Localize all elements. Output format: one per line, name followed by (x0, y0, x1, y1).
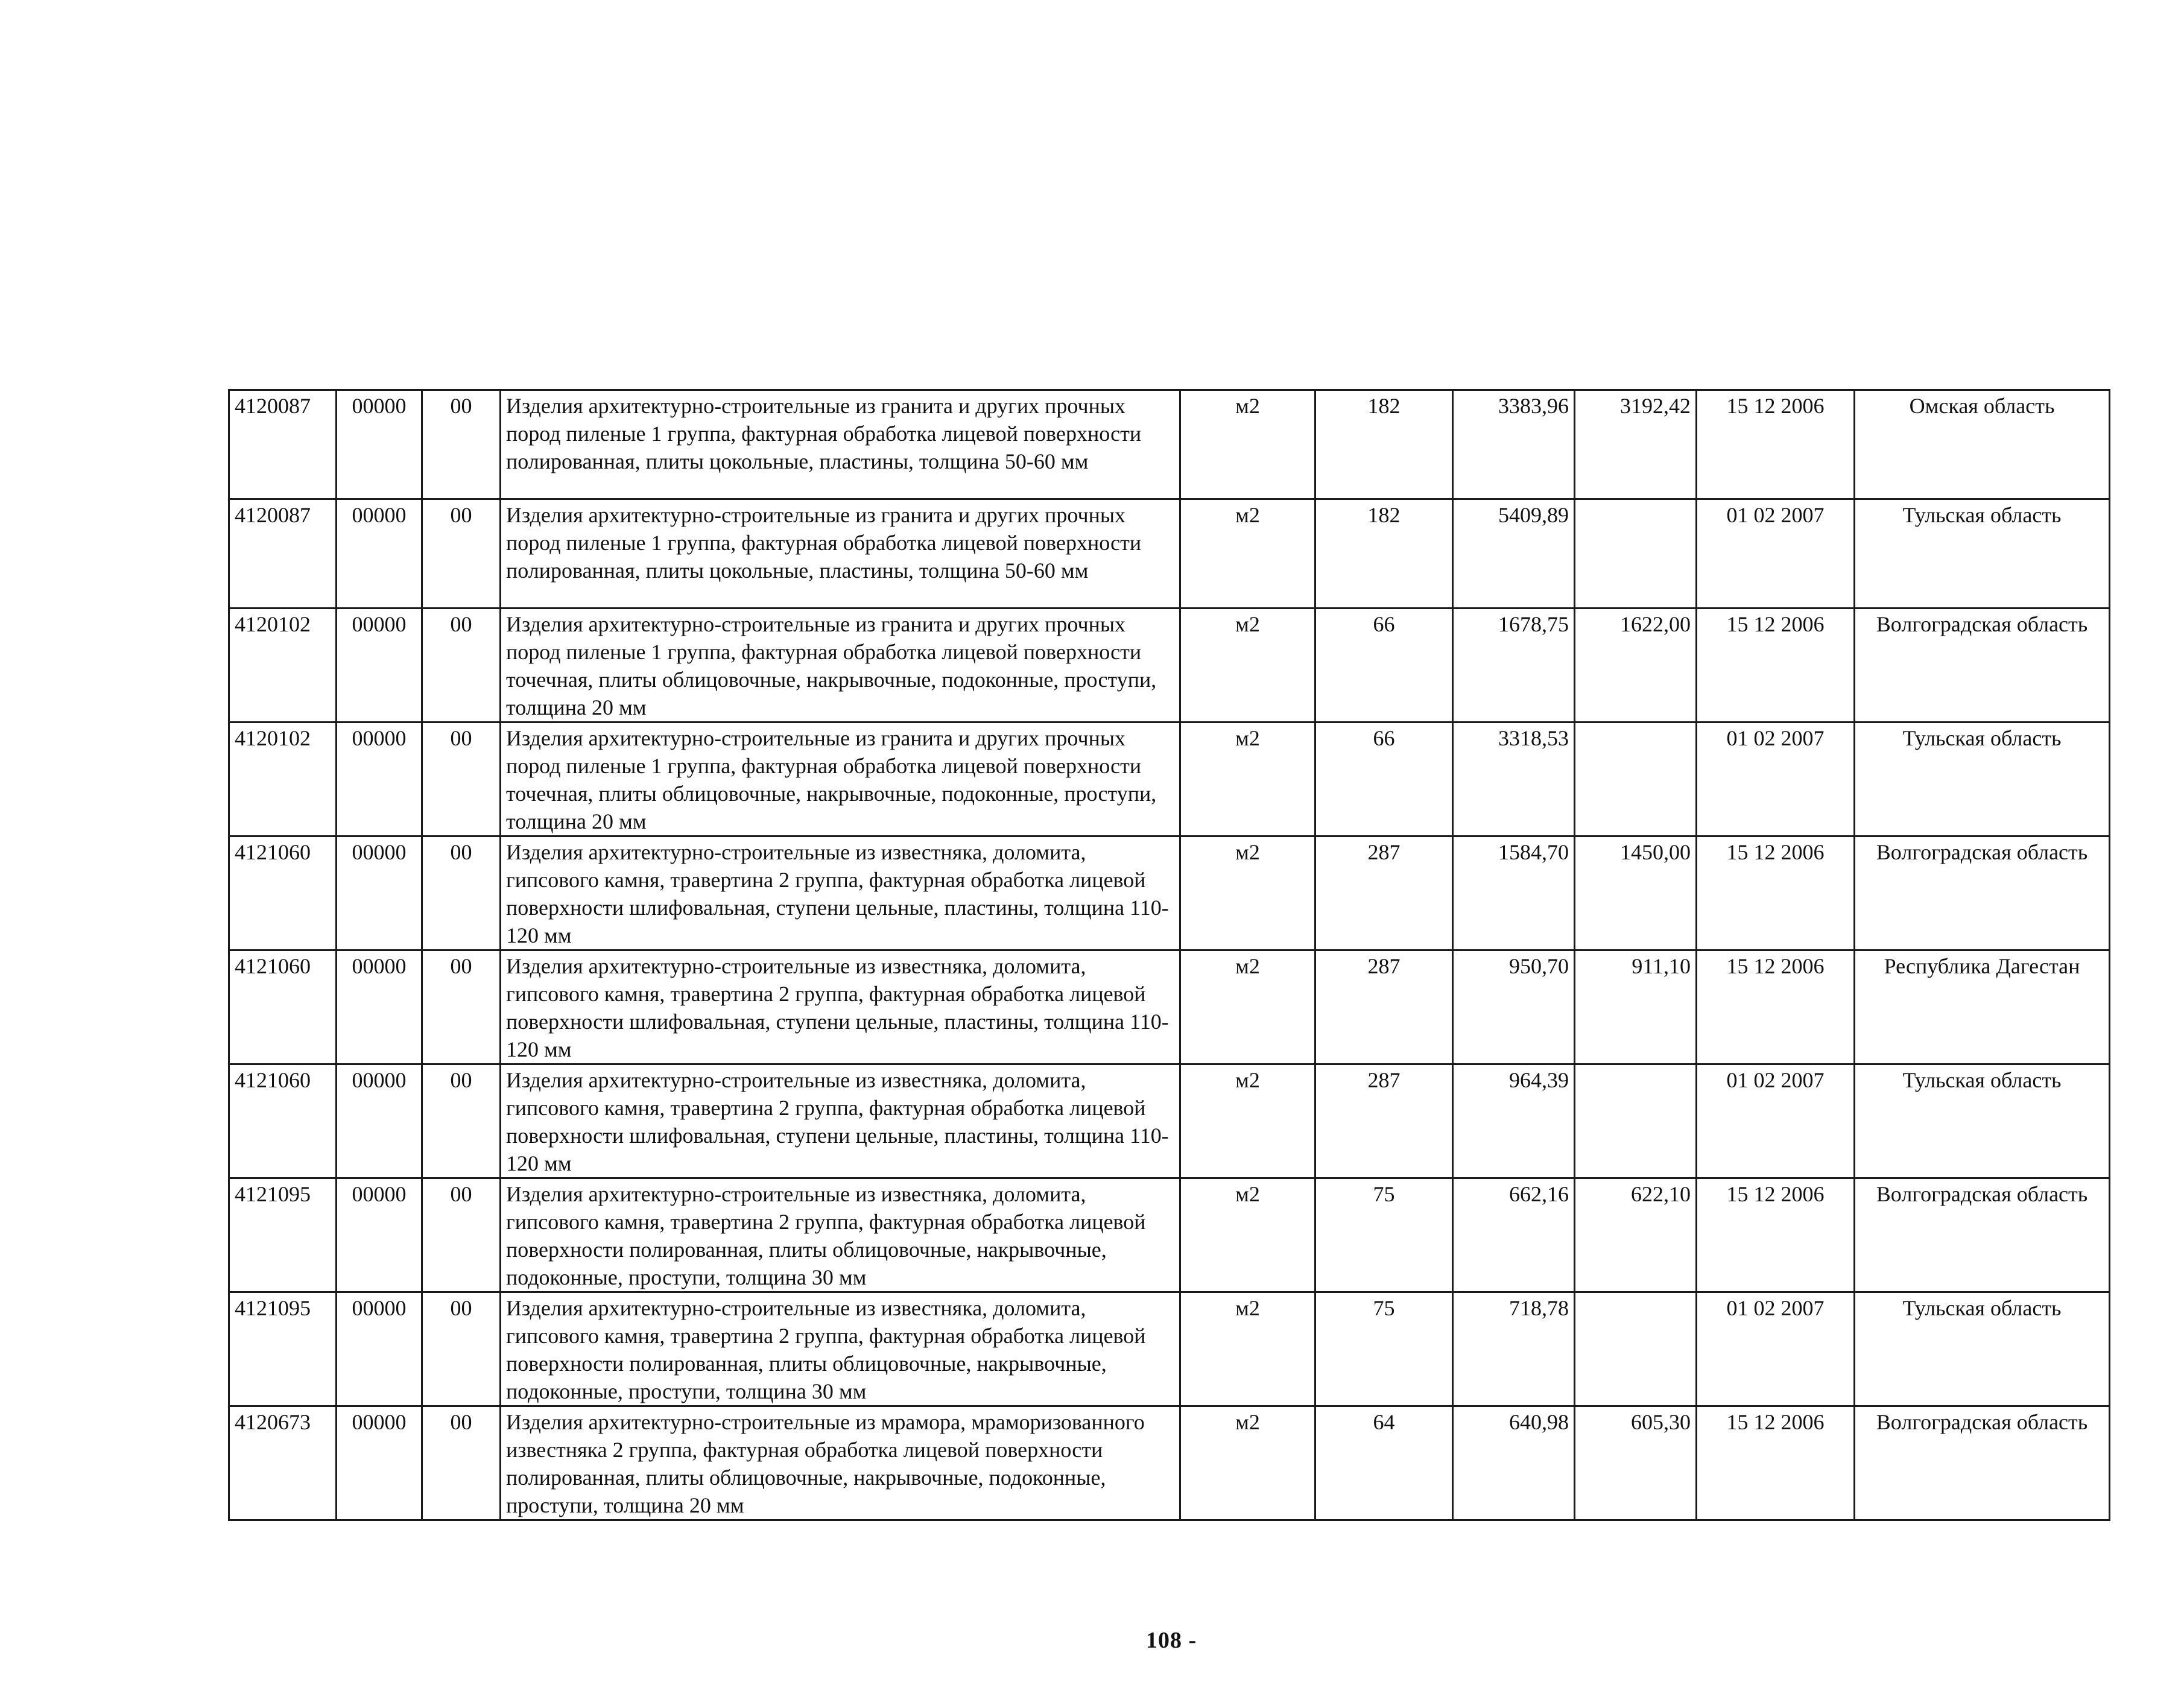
item-description: Изделия архитектурно-строительные из известняка, доломита, гипсового камня, травертина 2 группа, фактурная обработка лицевой поверхности полированная, плиты облицовочные, накрывочные, подоконные, проступи, толщина 30 мм (501, 1178, 1180, 1292)
item-price-2 (1575, 1292, 1697, 1406)
item-unit: м2 (1180, 1178, 1315, 1292)
table-row (229, 1406, 2110, 1520)
table-row (229, 1064, 2110, 1178)
item-description: Изделия архитектурно-строительные из известняка, доломита, гипсового камня, травертина 2 группа, фактурная обработка лицевой поверхности полированная, плиты облицовочные, накрывочные, подоконные, проступи, толщина 30 мм (501, 1292, 1180, 1406)
item-region: Тульская область (1855, 1064, 2110, 1178)
item-price-2 (1575, 722, 1697, 836)
item-code: 4120673 (229, 1406, 337, 1520)
item-unit: м2 (1180, 1064, 1315, 1178)
item-date: 15 12 2006 (1697, 390, 1855, 499)
item-description: Изделия архитектурно-строительные из известняка, доломита, гипсового камня, травертина 2 группа, фактурная обработка лицевой поверхности шлифовальная, ступени цельные, пластины, толщина 110-120 мм (501, 1064, 1180, 1178)
item-region: Волгоградская область (1855, 609, 2110, 722)
item-price-2: 911,10 (1575, 950, 1697, 1064)
table-row (229, 609, 2110, 722)
item-price-1: 964,39 (1453, 1064, 1575, 1178)
item-unit: м2 (1180, 609, 1315, 722)
item-description: Изделия архитектурно-строительные из мрамора, мраморизованного известняка 2 группа, фактурная обработка лицевой поверхности полированная, плиты облицовочные, накрывочные, подоконные, проступи, толщина 20 мм (501, 1406, 1180, 1520)
item-price-1: 3318,53 (1453, 722, 1575, 836)
item-subcode: 00000 (337, 609, 422, 722)
item-price-2 (1575, 1064, 1697, 1178)
item-region: Омская область (1855, 390, 2110, 499)
item-price-2 (1575, 499, 1697, 609)
table-row (229, 390, 2110, 499)
item-description: Изделия архитектурно-строительные из гранита и других прочных пород пиленые 1 группа, фактурная обработка лицевой поверхности полированная, плиты цокольные, пластины, толщина 50-60 мм (501, 499, 1180, 609)
item-subcode: 00000 (337, 1064, 422, 1178)
item-unit: м2 (1180, 1292, 1315, 1406)
table-row (229, 836, 2110, 950)
item-subcode: 00000 (337, 1178, 422, 1292)
table-row (229, 722, 2110, 836)
item-number: 64 (1315, 1406, 1453, 1520)
item-subcode: 00000 (337, 836, 422, 950)
item-date: 15 12 2006 (1697, 950, 1855, 1064)
item-description: Изделия архитектурно-строительные из известняка, доломита, гипсового камня, травертина 2 группа, фактурная обработка лицевой поверхности шлифовальная, ступени цельные, пластины, толщина 110-120 мм (501, 950, 1180, 1064)
page-number: 108 - (1146, 1628, 1197, 1653)
item-kind: 00 (422, 722, 501, 836)
item-kind: 00 (422, 609, 501, 722)
item-date: 15 12 2006 (1697, 836, 1855, 950)
item-subcode: 00000 (337, 499, 422, 609)
table-row (229, 950, 2110, 1064)
table-row (229, 499, 2110, 609)
item-price-2: 605,30 (1575, 1406, 1697, 1520)
item-region: Тульская область (1855, 1292, 2110, 1406)
item-code: 4121060 (229, 950, 337, 1064)
item-price-1: 640,98 (1453, 1406, 1575, 1520)
item-number: 75 (1315, 1178, 1453, 1292)
item-description: Изделия архитектурно-строительные из известняка, доломита, гипсового камня, травертина 2 группа, фактурная обработка лицевой поверхности шлифовальная, ступени цельные, пластины, толщина 110-120 мм (501, 836, 1180, 950)
item-code: 4120087 (229, 499, 337, 609)
item-price-1: 1678,75 (1453, 609, 1575, 722)
item-subcode: 00000 (337, 1292, 422, 1406)
item-number: 182 (1315, 390, 1453, 499)
item-kind: 00 (422, 499, 501, 609)
item-date: 15 12 2006 (1697, 609, 1855, 722)
item-code: 4120087 (229, 390, 337, 499)
item-kind: 00 (422, 836, 501, 950)
item-number: 287 (1315, 836, 1453, 950)
item-unit: м2 (1180, 499, 1315, 609)
item-price-1: 3383,96 (1453, 390, 1575, 499)
item-price-1: 1584,70 (1453, 836, 1575, 950)
item-kind: 00 (422, 1178, 501, 1292)
item-number: 75 (1315, 1292, 1453, 1406)
item-unit: м2 (1180, 390, 1315, 499)
item-number: 287 (1315, 1064, 1453, 1178)
item-kind: 00 (422, 1406, 501, 1520)
item-unit: м2 (1180, 722, 1315, 836)
item-region: Тульская область (1855, 499, 2110, 609)
item-price-2: 1622,00 (1575, 609, 1697, 722)
item-unit: м2 (1180, 836, 1315, 950)
item-date: 01 02 2007 (1697, 1064, 1855, 1178)
item-region: Волгоградская область (1855, 836, 2110, 950)
item-kind: 00 (422, 950, 501, 1064)
item-date: 01 02 2007 (1697, 499, 1855, 609)
item-date: 15 12 2006 (1697, 1178, 1855, 1292)
item-number: 66 (1315, 609, 1453, 722)
table-row (229, 1178, 2110, 1292)
item-description: Изделия архитектурно-строительные из гранита и других прочных пород пиленые 1 группа, фактурная обработка лицевой поверхности точечная, плиты облицовочные, накрывочные, подоконные, проступи, толщина 20 мм (501, 722, 1180, 836)
item-region: Республика Дагестан (1855, 950, 2110, 1064)
item-region: Тульская область (1855, 722, 2110, 836)
item-unit: м2 (1180, 1406, 1315, 1520)
item-date: 01 02 2007 (1697, 1292, 1855, 1406)
item-kind: 00 (422, 1064, 501, 1178)
item-price-1: 662,16 (1453, 1178, 1575, 1292)
item-price-2: 1450,00 (1575, 836, 1697, 950)
item-kind: 00 (422, 390, 501, 499)
item-region: Волгоградская область (1855, 1178, 2110, 1292)
item-price-2: 622,10 (1575, 1178, 1697, 1292)
item-code: 4121060 (229, 836, 337, 950)
item-unit: м2 (1180, 950, 1315, 1064)
item-date: 15 12 2006 (1697, 1406, 1855, 1520)
item-code: 4121095 (229, 1292, 337, 1406)
item-kind: 00 (422, 1292, 501, 1406)
item-description: Изделия архитектурно-строительные из гранита и других прочных пород пиленые 1 группа, фактурная обработка лицевой поверхности полированная, плиты цокольные, пластины, толщина 50-60 мм (501, 390, 1180, 499)
item-number: 66 (1315, 722, 1453, 836)
table-row (229, 1292, 2110, 1406)
item-code: 4121095 (229, 1178, 337, 1292)
item-price-1: 950,70 (1453, 950, 1575, 1064)
item-subcode: 00000 (337, 722, 422, 836)
item-number: 182 (1315, 499, 1453, 609)
item-date: 01 02 2007 (1697, 722, 1855, 836)
item-subcode: 00000 (337, 950, 422, 1064)
item-number: 287 (1315, 950, 1453, 1064)
item-code: 4120102 (229, 609, 337, 722)
item-code: 4121060 (229, 1064, 337, 1178)
item-code: 4120102 (229, 722, 337, 836)
item-region: Волгоградская область (1855, 1406, 2110, 1520)
price-table (228, 389, 2110, 1521)
item-price-1: 5409,89 (1453, 499, 1575, 609)
item-subcode: 00000 (337, 390, 422, 499)
item-price-2: 3192,42 (1575, 390, 1697, 499)
item-subcode: 00000 (337, 1406, 422, 1520)
item-price-1: 718,78 (1453, 1292, 1575, 1406)
item-description: Изделия архитектурно-строительные из гранита и других прочных пород пиленые 1 группа, фактурная обработка лицевой поверхности точечная, плиты облицовочные, накрывочные, подоконные, проступи, толщина 20 мм (501, 609, 1180, 722)
